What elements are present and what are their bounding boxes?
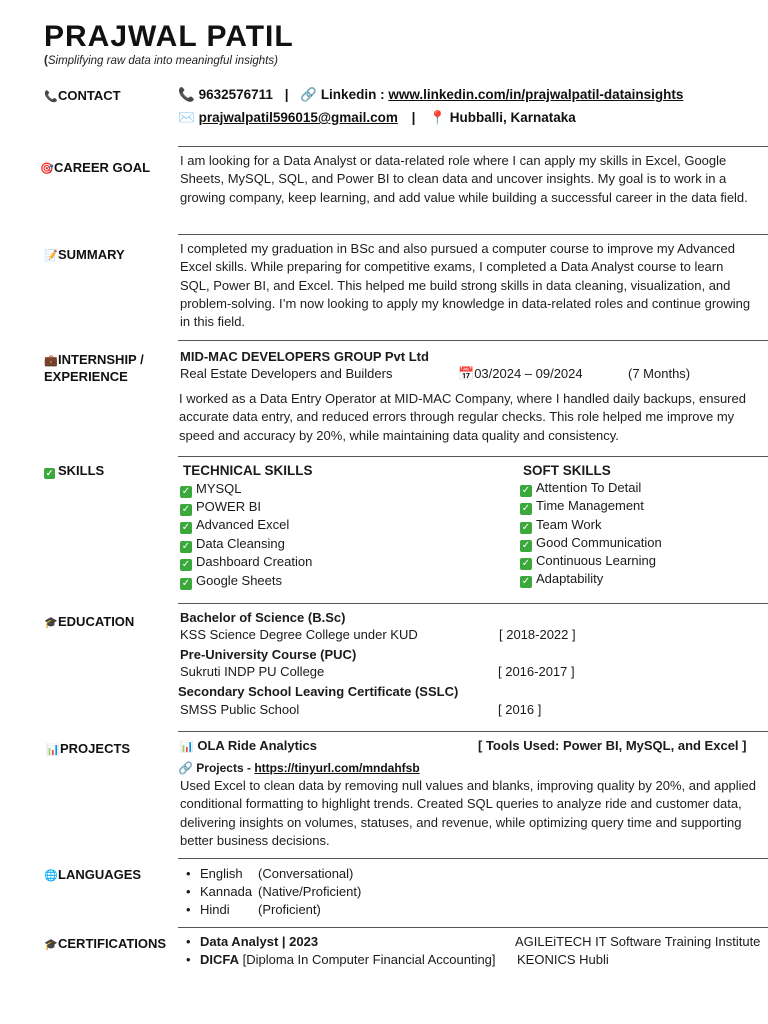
skill-item: ✓ Data Cleansing xyxy=(181,536,285,552)
skill-item: ✓ Attention To Detail xyxy=(521,480,642,496)
list-item: • English (Conversational) xyxy=(180,865,361,883)
check-icon: ✓ xyxy=(181,559,191,570)
education-degree: Secondary School Leaving Certificate (SSLC) xyxy=(178,684,459,699)
education-school: Sukruti INDP PU College xyxy=(180,664,325,679)
skill-item: ✓ Team Work xyxy=(521,517,602,533)
target-icon: 🎯 xyxy=(40,163,54,175)
skill-item: ✓ Google Sheets xyxy=(181,573,283,589)
bar-chart-icon: 📊 xyxy=(180,741,194,753)
project-tools: [ Tools Used: Power BI, MySQL, and Excel ] xyxy=(478,738,747,753)
tagline xyxy=(44,55,278,67)
skill-item: ✓ Adaptability xyxy=(521,571,604,587)
tagline-open-paren: ( xyxy=(44,55,48,67)
list-item: • Kannada (Native/Proficient) xyxy=(180,883,361,901)
experience-description: I worked as a Data Entry Operator at MID-MAC Company, where I handled daily backups, ensured accurate data entry, and reduced errors through regular checks. This role helped me improve my speed and accuracy by 20%, while maintaining data quality and consistency. xyxy=(179,391,746,443)
section-label-career-goal: 🎯CAREER GOAL xyxy=(40,160,151,175)
check-icon: ✓ xyxy=(181,522,191,533)
check-icon: ✓ xyxy=(521,540,531,551)
education-degree: Pre-University Course (PUC) xyxy=(180,647,357,662)
graduation-cap-icon: 🎓 xyxy=(44,617,58,629)
check-icon: ✓ xyxy=(181,486,191,497)
divider xyxy=(178,603,768,604)
contact-line-2 xyxy=(178,110,576,126)
section-label-contact xyxy=(44,88,121,105)
divider xyxy=(178,731,768,732)
project-description: Used Excel to clean data by removing null values and blanks, improving quality by 20%, and applied conditional formatting to highlight trends. Created SQL queries to analyze ride and customer data, delivering insights on volumes, statuses, and revenue, while optimizing query time and supporting better business decisions. xyxy=(180,778,756,848)
check-icon: ✓ xyxy=(45,468,54,478)
section-label-certifications: 🎓CERTIFICATIONS xyxy=(44,936,167,951)
tagline-text: Simplifying raw data into meaningful insights) xyxy=(47,55,278,67)
check-icon: ✓ xyxy=(181,504,191,515)
project-link-line xyxy=(178,759,420,777)
bar-chart-icon: 📊 xyxy=(46,744,60,756)
company-name: MID-MAC DEVELOPERS GROUP Pvt Ltd xyxy=(180,349,429,364)
check-icon: ✓ xyxy=(521,576,531,587)
briefcase-icon: 💼 xyxy=(44,355,58,367)
project-link[interactable]: https://tinyurl.com/mndahfsb xyxy=(254,761,420,775)
project-title: 📊 OLA Ride Analytics xyxy=(180,738,318,753)
location-pin-icon: 📍 xyxy=(429,110,446,125)
contact-line-1 xyxy=(178,87,683,103)
section-label-summary: 📝SUMMARY xyxy=(44,247,125,262)
education-degree: Bachelor of Science (B.Sc) xyxy=(180,610,346,625)
experience-dates: 📅03/2024 – 09/2024 xyxy=(458,366,583,381)
memo-icon: 📝 xyxy=(44,250,58,262)
divider xyxy=(178,858,768,859)
calendar-icon: 📅 xyxy=(458,366,475,381)
section-label-languages: 🌐LANGUAGES xyxy=(44,867,142,882)
career-goal-text: I am looking for a Data Analyst or data-related role where I can apply my skills in Excel, Google Sheets, MySQL, SQL, and Power BI to clean data and uncover insights. My goal is to work in a growing company, keep learning, and add value while building a successful career in the data field. xyxy=(180,153,748,205)
skill-item: ✓ Dashboard Creation xyxy=(181,554,313,570)
skill-item: ✓ Time Management xyxy=(521,498,644,514)
skill-item: ✓ Good Communication xyxy=(521,535,662,551)
skill-item: ✓ Advanced Excel xyxy=(181,517,290,533)
check-icon: ✓ xyxy=(181,578,191,589)
linkedin-link[interactable]: www.linkedin.com/in/prajwalpatil-datainsights xyxy=(388,87,684,102)
skill-item: ✓ Continuous Learning xyxy=(521,553,656,569)
certification-issuer: AGILEiTECH IT Software Training Institute xyxy=(515,934,761,949)
divider xyxy=(178,146,768,147)
education-school: KSS Science Degree College under KUD xyxy=(180,627,418,642)
list-item: • Data Analyst | 2023 xyxy=(180,933,496,951)
phone-number: 9632576711 xyxy=(198,87,273,102)
location: Hubballi, Karnataka xyxy=(449,110,576,125)
soft-skills-title: SOFT SKILLS xyxy=(523,463,611,478)
check-icon: ✓ xyxy=(181,541,191,552)
section-label-skills: ✓ SKILLS xyxy=(45,463,105,478)
section-label-experience: 💼INTERNSHIP / EXPERIENCE xyxy=(44,352,144,384)
education-years: [ 2016-2017 ] xyxy=(498,664,575,679)
technical-skills-title: TECHNICAL SKILLS xyxy=(183,463,313,478)
email-link[interactable]: prajwalpatil596015@gmail.com xyxy=(198,110,398,125)
list-item: • Hindi (Proficient) xyxy=(180,901,361,919)
education-school: SMSS Public School xyxy=(180,702,300,717)
separator: | xyxy=(284,87,289,102)
divider xyxy=(178,927,768,928)
separator: | xyxy=(411,110,416,125)
skill-item: ✓ POWER BI xyxy=(181,499,262,515)
list-item: • DICFA [Diploma In Computer Financial Accounting] xyxy=(180,951,496,969)
divider xyxy=(178,340,768,341)
certifications-list xyxy=(180,933,496,969)
divider xyxy=(178,456,768,457)
link-icon: 🔗 xyxy=(178,761,193,775)
telephone-icon: 📞 xyxy=(44,91,58,103)
candidate-name: PRAJWAL PATIL xyxy=(44,20,294,53)
linkedin-label: Linkedin : xyxy=(320,87,385,102)
check-icon: ✓ xyxy=(521,485,531,496)
link-icon: 🔗 xyxy=(300,87,318,102)
project-link-label: Projects - xyxy=(196,761,251,775)
education-years: [ 2018-2022 ] xyxy=(499,627,576,642)
telephone-icon: 📞 xyxy=(178,87,195,102)
section-label-projects: 📊PROJECTS xyxy=(46,741,131,756)
certification-issuer: KEONICS Hubli xyxy=(517,952,609,967)
check-icon: ✓ xyxy=(521,522,531,533)
check-icon: ✓ xyxy=(521,558,531,569)
languages-list xyxy=(180,865,361,920)
skill-item: ✓ MYSQL xyxy=(181,481,242,497)
summary-text: I completed my graduation in BSc and also pursued a computer course to improve my Advanced Excel skills. While preparing for competitive exams, I completed a Data Analyst course to learn SQL, Power BI, and Excel. This helped me build strong skills in data cleaning, visualization, and problem-solving. I’m now looking to apply my knowledge in data-related roles and continue growing in this field. xyxy=(180,241,751,330)
envelope-icon: ✉️ xyxy=(178,110,195,125)
experience-duration: (7 Months) xyxy=(628,366,691,381)
check-icon: ✓ xyxy=(521,503,531,514)
company-type: Real Estate Developers and Builders xyxy=(180,366,393,381)
divider xyxy=(178,234,768,235)
education-years: [ 2016 ] xyxy=(498,702,542,717)
section-label-text: CONTACT xyxy=(58,88,121,103)
graduation-cap-icon: 🎓 xyxy=(44,939,58,951)
section-label-education: 🎓EDUCATION xyxy=(44,614,135,629)
globe-icon: 🌐 xyxy=(44,870,58,882)
